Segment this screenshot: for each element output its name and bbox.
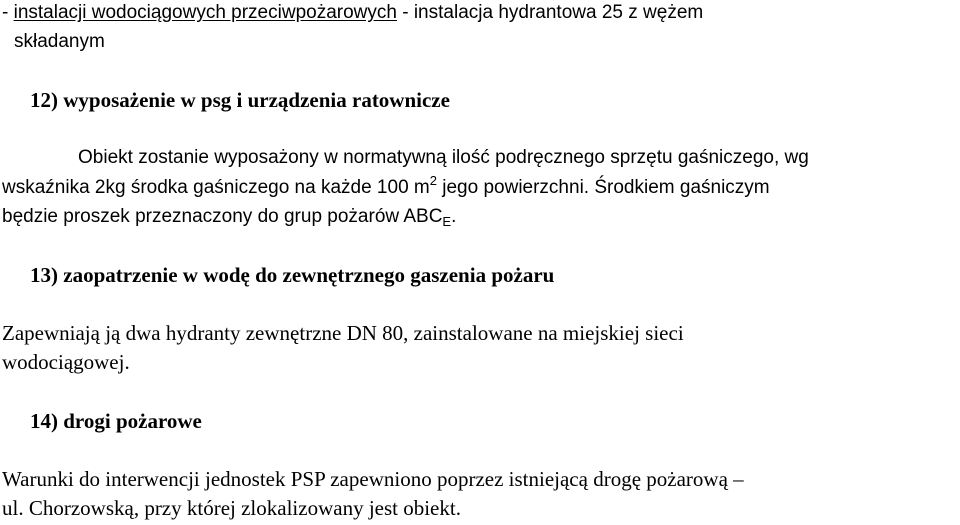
sec13-line2: wodociągowej. [2,350,130,374]
sec12-para-line2 [2,175,770,201]
sec12-subscript: E [442,214,452,229]
sec14-heading: 14) drogi pożarowe [30,409,202,433]
sec13-heading: 13) zaopatrzenie w wodę do zewnętrznego gaszenia pożaru [30,263,555,287]
sec11-line1 [2,0,703,26]
sec11-underlined-text: instalacji wodociągowych przeciwpożarowych [13,2,397,23]
sec11-rest-text: - instalacja hydrantowa 25 z wężem [396,2,704,23]
sec11-line2: składanym [14,31,105,52]
sec14-line2: ul. Chorzowską, przy której zlokalizowany jest obiekt. [2,496,461,520]
sec13-line1: Zapewniają ją dwa hydranty zewnętrzne DN 80, zainstalowane na miejskiej sieci [2,321,684,345]
sec14-line1: Warunki do interwencji jednostek PSP zapewniono poprzez istniejącą drogę pożarową – [2,467,744,491]
sec12-para-line3-b: . [451,206,457,227]
sec12-para-line3-a: będzie proszek przeznaczony do grup pożarów ABC [2,206,443,227]
sec12-heading: 12) wyposażenie w psg i urządzenia ratownicze [30,88,450,112]
sec12-para-line2-b: jego powierzchni. Środkiem gaśniczym [436,177,770,198]
sec11-dash: - [2,2,14,23]
sec12-para-line3 [2,204,456,230]
sec12-para-line2-a: wskaźnika 2kg środka gaśniczego na każde 100 m [2,177,430,198]
sec12-para-line1: Obiekt zostanie wyposażony w normatywną ilość podręcznego sprzętu gaśniczego, wg [78,147,809,168]
sec12-superscript: 2 [429,173,437,188]
